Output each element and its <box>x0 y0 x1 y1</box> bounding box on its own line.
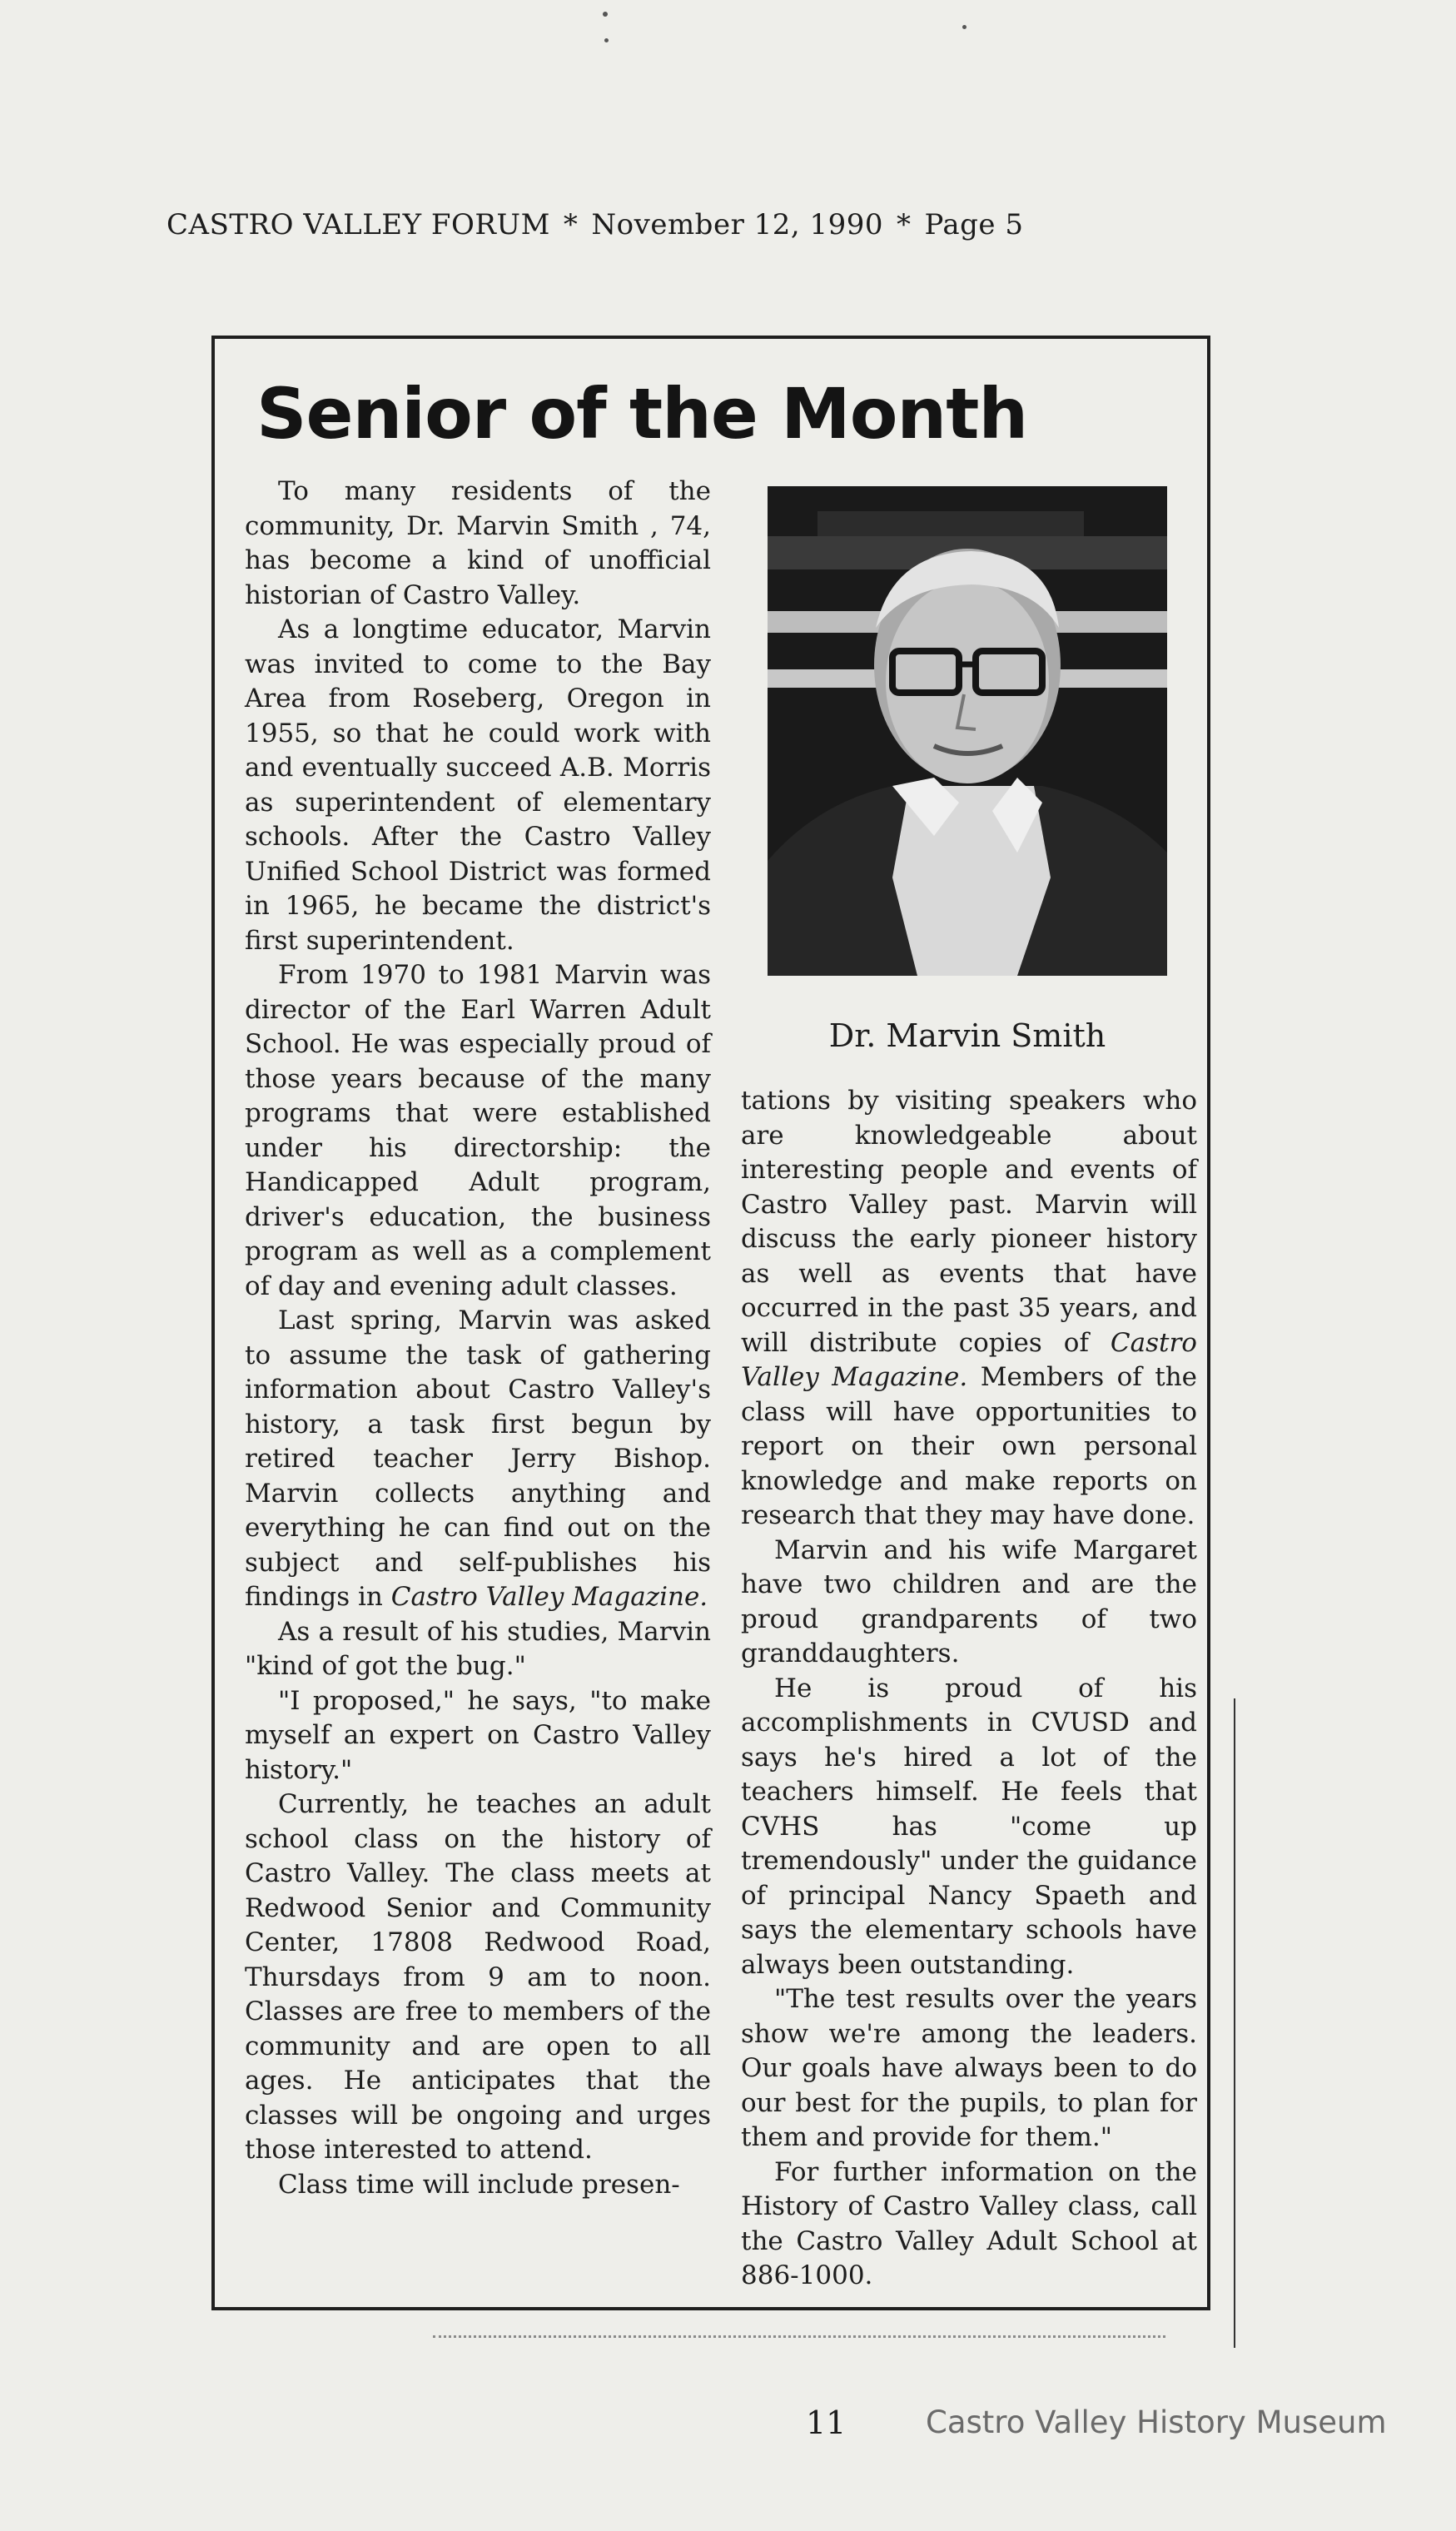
portrait-photo <box>768 486 1167 976</box>
paragraph: Class time will include presen- <box>278 2169 680 2200</box>
masthead <box>166 208 1024 241</box>
page-number: 11 <box>806 2404 847 2441</box>
paragraph-text: tations by visiting speakers who are knowledgeable about interesting people and events of Castro Valley past. Marvin will discuss the early pioneer history as well as events that have occurred in the past 35 years, and will distribute copies of <box>741 1086 1197 1358</box>
masthead-separator: * <box>563 208 579 241</box>
magazine-title: Castro Valley Magazine. <box>741 1327 1197 1392</box>
paragraph: To many residents of the community, Dr. Marvin Smith , 74, has become a kind of unofficial historian of Castro Valley. <box>245 476 711 610</box>
clipping-edge <box>433 2335 1165 2338</box>
photo-caption: Dr. Marvin Smith <box>828 1017 1106 1054</box>
museum-credit: Castro Valley History Museum <box>926 2404 1387 2440</box>
magazine-title: Castro Valley Magazine. <box>390 1582 708 1612</box>
paragraph: Currently, he teaches an adult school class on the history of Castro Valley. The class meets at Redwood Senior and Community Center, 17808 Redwood Road, Thursdays from 9 am to noon. Classes are free to members of the community and are open to all ages. He anticipates that the classes will be ongoing and urges those interested to attend. <box>245 1789 711 2165</box>
paragraph: He is proud of his accomplishments in CVUSD and says he's hired a lot of the teachers himself. He feels that CVHS has "come up tremendously" under the guidance of principal Nancy Spaeth and says the elementary schools have always been outstanding. <box>741 1673 1197 1980</box>
dust-speck <box>603 12 608 17</box>
paragraph: As a longtime educator, Marvin was invited to come to the Bay Area from Roseberg, Oregon in 1955, so that he could work with and eventually succeed A.B. Morris as superintendent of elementary schools. After the Castro Valley Unified School District was formed in 1965, he became the district's first superintendent. <box>245 614 711 956</box>
dust-speck <box>604 38 609 42</box>
paragraph <box>741 1084 1197 1534</box>
paragraph-text: Last spring, Marvin was asked to assume the task of gathering information about Castro Valley's history, a task first begun by retired teacher Jerry Bishop. Marvin collects anything and everything he can find out on the subject and self-publishes his findings in <box>245 1305 711 1612</box>
page-label: Page 5 <box>924 208 1024 241</box>
portrait-illustration <box>768 486 1167 976</box>
paragraph: Marvin and his wife Margaret have two children and are the proud grandparents of two granddaughters. <box>741 1534 1197 1668</box>
masthead-separator: * <box>897 208 912 241</box>
paragraph-text: Members of the class will have opportunities to report on their own personal knowledge and make reports on research that they may have done. <box>741 1362 1198 1530</box>
paragraph: As a result of his studies, Marvin "kind of got the bug." <box>245 1616 711 1681</box>
margin-line <box>1234 1698 1235 2348</box>
dust-speck <box>962 25 967 29</box>
paragraph: "The test results over the years show we're among the leaders. Our goals have always been to do our best for the pupils, to plan for them and provide for them." <box>741 1984 1197 2152</box>
issue-date: November 12, 1990 <box>591 208 884 241</box>
paper-name: CASTRO VALLEY FORUM <box>166 208 550 241</box>
paragraph: "I proposed," he says, "to make myself an expert on Castro Valley history." <box>245 1685 711 1785</box>
left-column <box>245 475 711 2202</box>
right-column <box>741 1084 1197 2294</box>
paragraph: From 1970 to 1981 Marvin was director of the Earl Warren Adult School. He was especially proud of those years because of the many programs that were established under his directorship: the Handicapped Adult program, driver's education, the business program as well as a complement of day and evening adult classes. <box>245 960 711 1301</box>
paragraph <box>245 1304 711 1615</box>
article-headline: Senior of the Month <box>256 373 1028 455</box>
paragraph: For further information on the History of Castro Valley class, call the Castro Valley Adult School at 886-1000. <box>741 2156 1197 2290</box>
